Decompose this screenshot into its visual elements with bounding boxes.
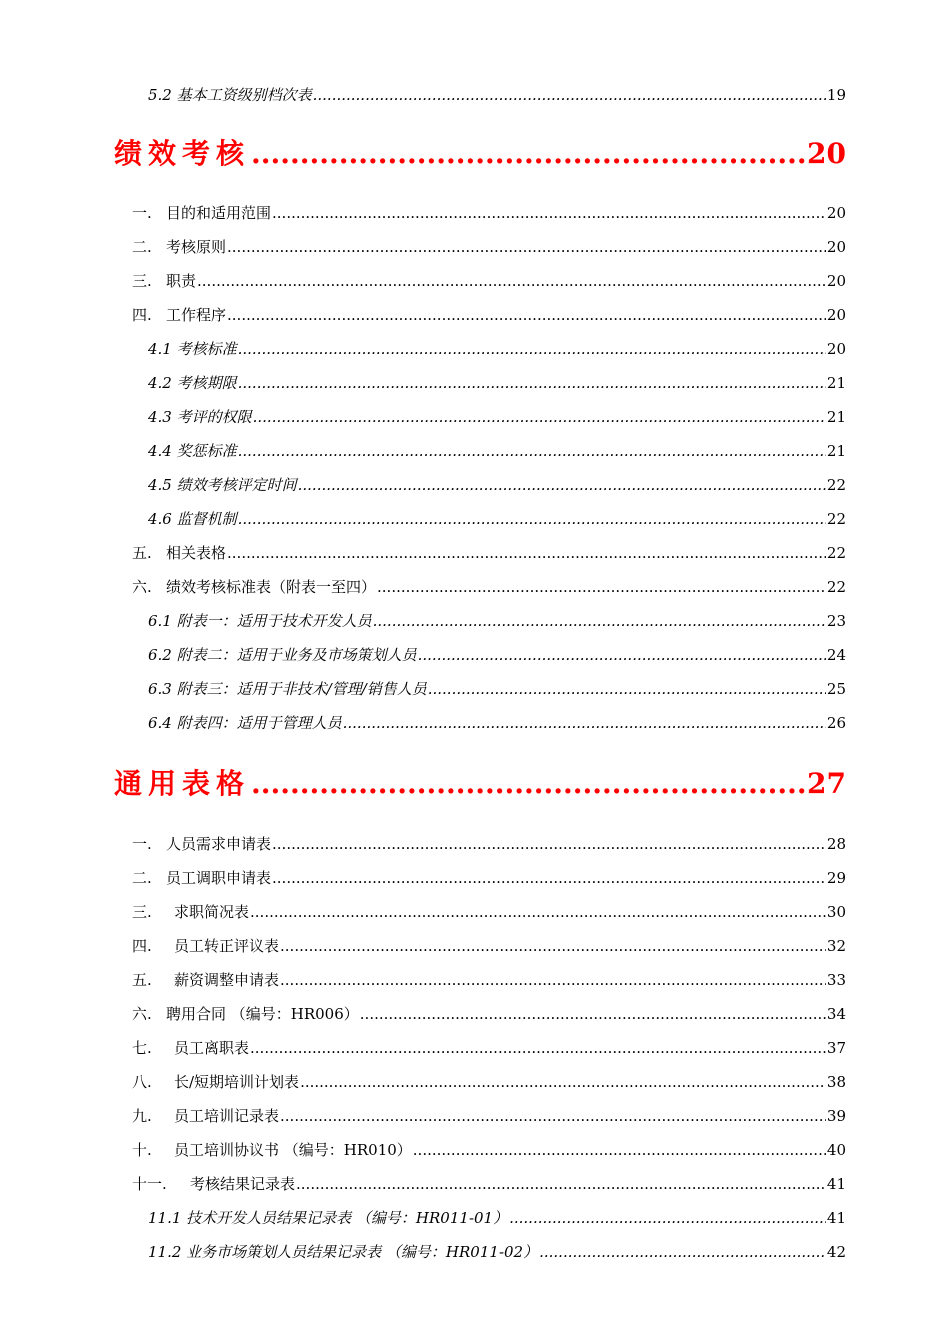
toc-page-number: 20 (807, 137, 846, 170)
toc-page-number: 22 (826, 578, 846, 596)
toc-page-number: 37 (826, 1039, 846, 1057)
toc-entry-label: 4.1 考核标准 (148, 340, 237, 358)
toc-entry-number: 五. (132, 971, 152, 989)
toc-entry-label: 员工培训协议书 （编号：HR010） (174, 1141, 412, 1159)
toc-entry[interactable] (132, 576, 846, 597)
toc-entry[interactable] (148, 1241, 846, 1262)
section-title: 通用表格 (114, 767, 251, 800)
toc-entry-label: 5.2 基本工资级别档次表 (148, 86, 312, 104)
toc-entry-label: 11.1 技术开发人员结果记录表 （编号：HR011-01） (148, 1209, 509, 1227)
toc-entry-number: 一. (132, 204, 152, 222)
dot-leader (418, 646, 826, 664)
toc-entry-label: 职责 (166, 272, 197, 290)
toc-entry-number: 十一. (132, 1175, 167, 1193)
dot-leader (227, 306, 826, 324)
toc-entry-label: 聘用合同 （编号：HR006） (166, 1005, 359, 1023)
toc-page-number: 29 (826, 869, 846, 887)
dot-leader (280, 971, 826, 989)
toc-entry-number: 二. (132, 869, 152, 887)
toc-entry-label: 11.2 业务市场策划人员结果记录表 （编号：HR011-02） (148, 1243, 539, 1261)
dot-leader (250, 903, 826, 921)
toc-entry[interactable] (132, 1071, 846, 1092)
dot-leader (296, 1175, 826, 1193)
dot-leader (272, 835, 826, 853)
toc-section-heading[interactable] (114, 762, 846, 802)
dot-leader (298, 476, 826, 494)
toc-entry-label: 员工离职表 (174, 1039, 250, 1057)
dot-leader (280, 1107, 826, 1125)
dot-leader (227, 238, 826, 256)
dot-leader (360, 1005, 826, 1023)
toc-entry-number: 一. (132, 835, 152, 853)
toc-page-number: 22 (826, 544, 846, 562)
dot-leader (238, 442, 826, 460)
toc-entry-label: 4.2 考核期限 (148, 374, 237, 392)
toc-page-number: 30 (826, 903, 846, 921)
dot-leader (238, 374, 826, 392)
toc-entry[interactable] (132, 1139, 846, 1160)
toc-section-heading[interactable] (114, 132, 846, 172)
dot-leader (251, 137, 806, 170)
toc-entry-label: 薪资调整申请表 (174, 971, 280, 989)
dot-leader (539, 1243, 826, 1261)
toc-entry-label: 员工培训记录表 (174, 1107, 280, 1125)
dot-leader (227, 544, 826, 562)
section-title: 绩效考核 (114, 137, 251, 170)
toc-entry[interactable] (132, 542, 846, 563)
toc-entry[interactable] (132, 901, 846, 922)
toc-entry-label: 4.4 奖惩标准 (148, 442, 237, 460)
toc-entry-number: 五. (132, 544, 152, 562)
toc-entry-number: 三. (132, 903, 152, 921)
toc-entry-label: 绩效考核标准表（附表一至四） (166, 578, 377, 596)
toc-page-number: 39 (826, 1107, 846, 1125)
toc-page-number: 42 (826, 1243, 846, 1261)
toc-entry[interactable] (132, 833, 846, 854)
toc-page-number: 20 (826, 272, 846, 290)
toc-entry[interactable] (148, 372, 846, 393)
toc-page-number: 27 (807, 767, 846, 800)
toc-page-number: 38 (826, 1073, 846, 1091)
toc-entry-label: 求职简况表 (174, 903, 250, 921)
toc-entry-label: 4.6 监督机制 (148, 510, 237, 528)
toc-entry-number: 三. (132, 272, 152, 290)
toc-entry-label: 员工调职申请表 (166, 869, 272, 887)
toc-entry[interactable] (132, 867, 846, 888)
toc-page-number: 24 (826, 646, 846, 664)
toc-entry[interactable] (148, 474, 846, 495)
toc-page-number: 21 (826, 442, 846, 460)
toc-page-number: 28 (826, 835, 846, 853)
dot-leader (197, 272, 826, 290)
toc-page-number: 22 (826, 476, 846, 494)
toc-page-number: 40 (826, 1141, 846, 1159)
toc-page-number: 20 (826, 204, 846, 222)
toc-entry-number: 六. (132, 578, 152, 596)
toc-entry-label: 4.3 考评的权限 (148, 408, 252, 426)
toc-entry-number: 六. (132, 1005, 152, 1023)
toc-entry-number: 七. (132, 1039, 152, 1057)
dot-leader (300, 1073, 826, 1091)
toc-entry-label: 6.3 附表三：适用于非技术/管理/销售人员 (148, 680, 427, 698)
toc-page-number: 22 (826, 510, 846, 528)
toc-entry[interactable] (148, 508, 846, 529)
toc-entry-label: 长/短期培训计划表 (174, 1073, 300, 1091)
toc-entry[interactable] (148, 406, 846, 427)
toc-entry-label: 考核结果记录表 (190, 1175, 296, 1193)
toc-entry-number: 八. (132, 1073, 152, 1091)
toc-entry[interactable] (148, 644, 846, 665)
toc-page-number: 20 (826, 238, 846, 256)
toc-page-number: 20 (826, 306, 846, 324)
toc-entry[interactable] (148, 440, 846, 461)
toc-entry-label: 目的和适用范围 (166, 204, 272, 222)
dot-leader (377, 578, 826, 596)
toc-entry-number: 四. (132, 306, 152, 324)
toc-entry[interactable] (132, 969, 846, 990)
dot-leader (428, 680, 826, 698)
toc-entry-label: 员工转正评议表 (174, 937, 280, 955)
dot-leader (253, 408, 826, 426)
dot-leader (373, 612, 826, 630)
dot-leader (251, 767, 806, 800)
toc-entry-label: 4.5 绩效考核评定时间 (148, 476, 297, 494)
toc-page-number: 20 (826, 340, 846, 358)
toc-page-number: 33 (826, 971, 846, 989)
toc-page-number: 21 (826, 408, 846, 426)
toc-entry[interactable] (132, 202, 846, 223)
toc-entry[interactable] (132, 935, 846, 956)
toc-entry-label: 相关表格 (166, 544, 227, 562)
toc-page-number: 19 (826, 86, 846, 104)
toc-entry[interactable] (132, 1105, 846, 1126)
toc-entry[interactable] (132, 270, 846, 291)
toc-entry[interactable] (148, 1207, 846, 1228)
toc-entry[interactable] (132, 1173, 846, 1194)
toc-page-number: 32 (826, 937, 846, 955)
dot-leader (509, 1209, 826, 1227)
toc-entry[interactable] (148, 84, 846, 105)
toc-entry[interactable] (132, 236, 846, 257)
toc-entry-label: 工作程序 (166, 306, 227, 324)
toc-entry[interactable] (132, 1003, 846, 1024)
dot-leader (313, 86, 826, 104)
toc-entry[interactable] (148, 610, 846, 631)
toc-entry-label: 6.1 附表一：适用于技术开发人员 (148, 612, 372, 630)
toc-page-number: 23 (826, 612, 846, 630)
toc-entry-number: 九. (132, 1107, 152, 1125)
toc-page-number: 25 (826, 680, 846, 698)
dot-leader (280, 937, 826, 955)
dot-leader (413, 1141, 826, 1159)
toc-entry-label: 人员需求申请表 (166, 835, 272, 853)
toc-page-number: 41 (826, 1175, 846, 1193)
toc-entry[interactable] (148, 338, 846, 359)
toc-page-number: 26 (826, 714, 846, 732)
toc-entry-number: 四. (132, 937, 152, 955)
toc-entry[interactable] (132, 1037, 846, 1058)
dot-leader (238, 510, 826, 528)
toc-entry-label: 6.2 附表二：适用于业务及市场策划人员 (148, 646, 417, 664)
dot-leader (272, 204, 826, 222)
toc-entry-number: 二. (132, 238, 152, 256)
toc-page-number: 21 (826, 374, 846, 392)
dot-leader (343, 714, 826, 732)
toc-entry-number: 十. (132, 1141, 152, 1159)
toc-entry-label: 考核原则 (166, 238, 227, 256)
toc-entry[interactable] (132, 304, 846, 325)
toc-entry-label: 6.4 附表四：适用于管理人员 (148, 714, 342, 732)
toc-entry[interactable] (148, 678, 846, 699)
dot-leader (272, 869, 826, 887)
toc-page-number: 34 (826, 1005, 846, 1023)
dot-leader (238, 340, 826, 358)
dot-leader (250, 1039, 826, 1057)
toc-entry[interactable] (148, 712, 846, 733)
toc-page-number: 41 (826, 1209, 846, 1227)
